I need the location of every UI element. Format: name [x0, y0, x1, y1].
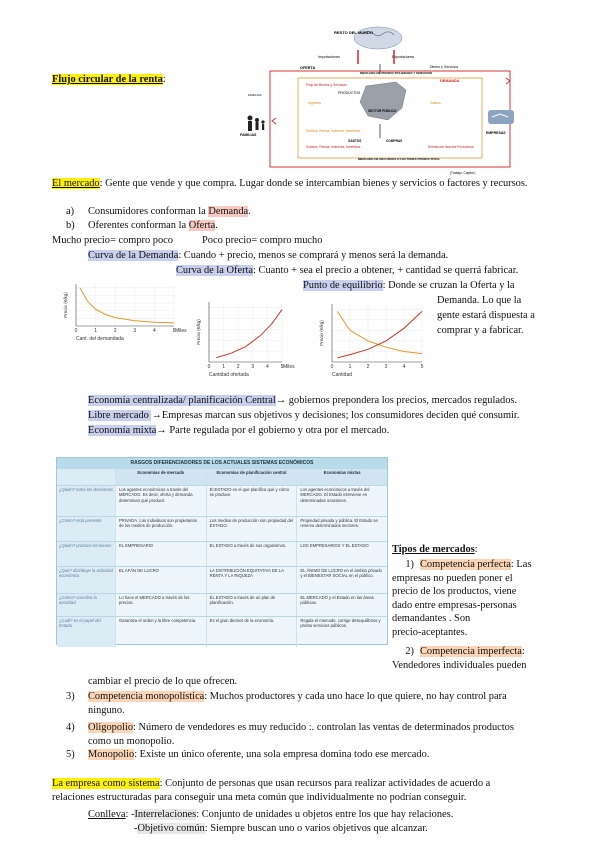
tick-label: 2 [113, 328, 117, 334]
tick-label: 0 [330, 364, 334, 370]
competencia-imperfecta-item: 2) Competencia imperfecta: Vendedores individuales pueden [392, 646, 527, 671]
mercado-term: El mercado [52, 178, 100, 189]
economia-mixta-term: Economía mixta [88, 425, 157, 436]
table-row: ¿Qué? distribuye la actividad económica EL AFÁN DE LUCRO LA DISTRIBUCIÓN EQUITATIVA DE LA RENTA Y LA RIQUEZA EL ÁNIMO DE LUCRO en el ámbito privado y el BIENESTAR SOCIAL en el público. [57, 566, 387, 593]
empresa-paragraph: La empresa como sistema: Conjunto de personas que usan recursos para realizar actividades de acuerdo a relaciones estructuradas para conseguir una meta común que individualmente no podrían conseguir. [52, 778, 491, 803]
x-axis-label: Cantidad ofertada [209, 372, 249, 378]
economia-item: Economía centralizada/ planificación Central→ gobiernos prepondera los precios, mercados regulados. [88, 395, 518, 406]
sistemas-economicos-table [56, 457, 388, 645]
monopolio-term: Monopolio [88, 749, 135, 760]
tick-label: 3 [384, 364, 388, 370]
gastos2-label: GASTOS [348, 139, 362, 143]
compras-label: COMPRAS [386, 139, 403, 143]
familias-label: FAMILIAS [240, 133, 257, 137]
equilibrio-line: Punto de equilibrio: Donde se cruzan la Oferta y la [303, 280, 515, 291]
tick-label: 3 [133, 328, 137, 334]
tipos-title: Tipos de mercados [392, 544, 475, 555]
tick-label: 4 [402, 364, 406, 370]
competencia-imperfecta-term: Competencia imperfecta [420, 646, 522, 657]
table-row: ¿Quién? toma las decisiones Los agentes económicos a través del MERCADO. Es decir, oferta y demanda determinan qué producir. El ESTADO es el que planifica qué y cómo se produce. Los agentes económicos a través del MERCADO. El Estado interviene en determinadas ocasiones. [57, 485, 387, 516]
economia-item: Libre mercado →Empresas marcan sus objetivos y decisiones; los consumidores deciden qué consumir. [88, 410, 520, 421]
tick-label: 5 [420, 364, 424, 370]
sector-publico-label: SECTOR PÚBLICO [368, 109, 397, 113]
competencia-monopolistica-term: Competencia monopolística [88, 691, 205, 702]
oferta-chart [195, 298, 295, 378]
demanda-chart [62, 280, 187, 342]
empresa-term: La empresa como sistema [52, 778, 160, 789]
competencia-imperfecta-cont: cambiar el precio de lo que ofrecen. [88, 676, 238, 687]
oligopolio-term: Oligopolio [88, 722, 134, 733]
exportaciones-label: Exportaciones [392, 55, 415, 59]
empresa-handshake-icon [488, 110, 514, 124]
oferta-label: OFERTA [300, 66, 316, 70]
series-line-oferta [216, 310, 282, 358]
list-item: b) Oferentes conforman la Oferta. [66, 220, 218, 231]
curva-oferta-line: Curva de la Oferta: Cuanto + sea el precio a obtener, + cantidad se querrá fabricar. [176, 265, 519, 276]
economia-centralizada-term: Economía centralizada/ planificación Central [88, 395, 276, 406]
tick-label: 0 [207, 364, 211, 370]
tick-label: 1 [348, 364, 352, 370]
spain-map-icon [360, 82, 406, 120]
conlleva-term: Conlleva [88, 809, 126, 820]
tick-label: 1 [94, 328, 97, 334]
y-axis-label: Precio (€/kg) [63, 292, 68, 318]
flujo-circular-diagram [240, 24, 530, 179]
empresas-label: EMPRESAS [486, 131, 506, 135]
table-row: ¿Cómo? coordina la actividad Lo hace el MERCADO a través de los precios. EL ESTADO a través de un plan de planificación. EL MERCADO y el Estado en las áreas públicas. [57, 593, 387, 616]
equilibrio-term: Punto de equilibrio [303, 280, 383, 291]
table-header-row: Economías de mercado Economías de planificación central Economías mixtas [57, 468, 387, 485]
precio-line-1: Mucho precio= compro poco [52, 235, 173, 246]
y-axis-label: Precio (€/kg) [319, 320, 324, 346]
tick-label: 5 [172, 328, 176, 334]
flujo-bienes-label: Flujo de Bienes y Servicios [306, 83, 347, 87]
equilibrio-line-2: Demanda. Lo que la [437, 295, 522, 306]
flujo-title: Flujo circular de la renta [52, 74, 163, 85]
table-title: RASGOS DIFERENCIADORES DE LOS ACTUALES SISTEMAS ECONÓMICOS [57, 458, 387, 468]
tick-label: 1 [222, 364, 225, 370]
equilibrio-chart [318, 300, 430, 378]
gastos-label: Gastos [430, 101, 441, 105]
retribucion-label: Retribución factores Productivos [428, 145, 474, 149]
x-axis-label: Cant. del demandada [76, 336, 124, 342]
precio-line-2: Poco precio= compro mucho [202, 235, 323, 246]
table-row: ¿Quién? produce los bienes EL EMPRESARIO EL ESTADO a través de sus organismos. LOS EMPRESARIOS Y EL ESTADO [57, 541, 387, 566]
list-item: 4) Oligopolio: Número de vendedores es muy reducido :. controlan las ventas de determinados productos como un monopolio. [66, 722, 514, 747]
ingresos-label: Ingresos [308, 101, 322, 105]
tipos-heading: Tipos de mercados: [392, 544, 478, 555]
mercado-bienes-label: MERCADO DE PRODUCTOS BIENES Y SERVICIOS [360, 71, 433, 75]
x-unit-label: Miles [175, 328, 187, 334]
competencia-perfecta-term: Competencia perfecta [420, 559, 511, 570]
trabajo-capital-label: (Trabajo, Capital ) [450, 171, 476, 175]
curva-oferta-term: Curva de la Oferta [176, 265, 254, 276]
resto-mundo-label: RESTO DEL MUNDO [334, 30, 373, 35]
equilibrio-line-4: comprar y a fabricar. [437, 325, 524, 336]
sueldos-label: Sueldos, Rentas, Intereses, beneficios [306, 129, 361, 133]
economia-item: Economía mixta→ Parte regulada por el gobierno y otra por el mercado. [88, 425, 390, 436]
mercado-paragraph [52, 177, 552, 191]
tick-label: 2 [236, 364, 240, 370]
familia-icon [248, 116, 265, 132]
x-axis-label: Cantidad [332, 372, 353, 378]
tick-label: 3 [251, 364, 255, 370]
table-row: ¿Cuál? es el papel del Estado Garantiza el orden y la libre competencia. Es el gran decisor de la economía. Regula el mercado, corrige desequilibrios y presta servicios públicos. [57, 616, 387, 647]
dinero-servicios-label: Dinero y Servicios [430, 65, 459, 69]
productos-label: PRODUCTOS [338, 91, 361, 95]
competencia-perfecta-item: 1) Competencia perfecta: Las empresas no pueden poner el precio de los productos, viene dado entre empresas-personas demandantes . Son precio-aceptantes. [392, 559, 532, 638]
list-item: 5) Monopolio: Existe un único oferente, una sola empresa domina todo ese mercado. [66, 749, 430, 760]
interrelaciones-term: Interrelaciones [134, 809, 197, 820]
familias-side-label: FAMILIAS [248, 93, 262, 97]
series-line-demanda [80, 288, 174, 323]
list-item: 3) Competencia monopolística: Muchos productores y cada uno hace lo que quiere, no hay control para ninguno. [66, 691, 507, 716]
tick-label: 4 [266, 364, 269, 370]
curva-demanda-line: Curva de la Demanda: Cuando + precio, menos se comprará y menos será la demanda. [88, 250, 449, 261]
flujo-heading: Flujo circular de la renta: [52, 74, 166, 85]
conlleva-line: Conlleva: -Interrelaciones: Conjunto de unidades u objetos entre los que hay relaciones. [88, 809, 454, 820]
table-row: ¿Cómo? está presente PRIVADA. Los individuos son propietarios de los medios de producción. Los medios de producción son propiedad del ESTADO. Propiedad privada y pública. El Estado se reserva determinados sectores. [57, 516, 387, 541]
curva-demanda-term: Curva de la Demanda [88, 250, 179, 261]
list-item: a) Consumidores conforman la Demanda. [66, 206, 251, 217]
tick-label: 4 [153, 328, 156, 334]
libre-mercado-term: Libre mercado [88, 410, 152, 421]
objetivo-comun-term: Objetivo común [137, 823, 205, 834]
sueldos-label-2: Sueldos, Rentas, Intereses, beneficios [306, 145, 361, 149]
mercado-factores-label: MERCADO DE RECURSOS O FACTORES PRODUCTIVOS [358, 157, 440, 161]
tick-label: 2 [366, 364, 370, 370]
tick-label: 5 [280, 364, 284, 370]
demanda-label: DEMANDA [440, 79, 460, 83]
mercado-def: : Gente que vende y que compra. Lugar donde se intercambian bienes y servicios o factores y recursos. [99, 178, 528, 189]
demanda-term: Demanda [208, 206, 249, 217]
oferta-term: Oferta [188, 220, 216, 231]
tick-label: 0 [74, 328, 78, 334]
y-axis-label: Precio (€/kg) [196, 319, 201, 345]
equilibrio-line-3: gente estará dispuesta a [437, 310, 535, 321]
objetivo-line: -Objetivo común: Siempre buscan uno o varios objetivos que alcanzar. [134, 823, 428, 834]
x-unit-label: Miles [283, 364, 295, 370]
importaciones-label: Importaciones [318, 55, 340, 59]
